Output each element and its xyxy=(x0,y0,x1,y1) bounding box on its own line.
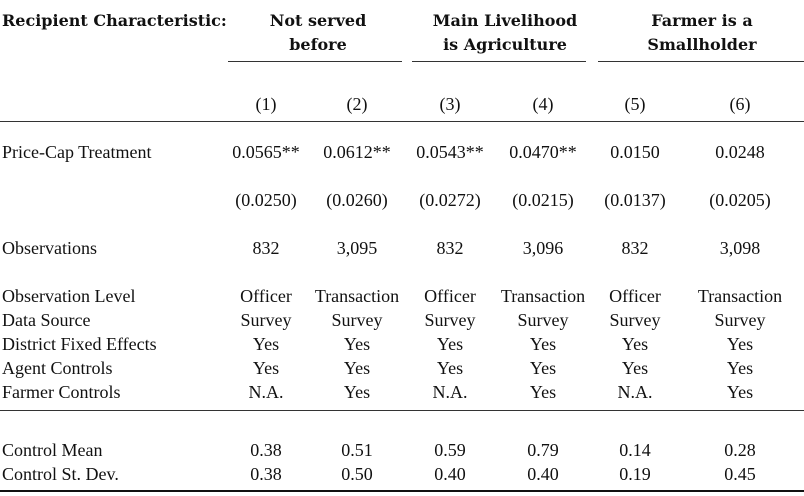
cell-observations-1: 832 xyxy=(252,238,280,258)
cell-district-fe-2: Yes xyxy=(343,334,371,354)
cell-obs-level-1: Officer xyxy=(240,286,292,306)
cell-obs-level-3: Officer xyxy=(424,286,476,306)
cell-farmer-controls-3: N.A. xyxy=(432,382,468,402)
cell-control-mean-5: 0.14 xyxy=(619,440,651,460)
cell-obs-level-6: Transaction xyxy=(697,286,783,306)
cell-obs-level-2: Transaction xyxy=(314,286,400,306)
cell-data-source-2: Survey xyxy=(331,310,383,330)
cell-control-mean-2: 0.51 xyxy=(341,440,373,460)
cell-data-source-1: Survey xyxy=(240,310,292,330)
cell-treatment-6: 0.0248 xyxy=(715,142,765,162)
group-3-underline xyxy=(598,61,804,62)
group-1-line1: Not served xyxy=(269,11,367,30)
cell-control-mean-3: 0.59 xyxy=(434,440,466,460)
cell-data-source-6: Survey xyxy=(714,310,766,330)
row-label-data-source: Data Source xyxy=(2,310,91,330)
row-label-control-sd: Control St. Dev. xyxy=(2,464,119,484)
cell-agent-controls-3: Yes xyxy=(436,358,464,378)
cell-se-2: (0.0260) xyxy=(326,190,388,210)
cell-agent-controls-4: Yes xyxy=(529,358,557,378)
cell-control-sd-6: 0.45 xyxy=(724,464,756,484)
group-3-line1: Farmer is a xyxy=(651,11,753,30)
cell-observations-5: 832 xyxy=(621,238,649,258)
cell-district-fe-6: Yes xyxy=(726,334,754,354)
controls-rule xyxy=(0,410,804,411)
cell-farmer-controls-4: Yes xyxy=(529,382,557,402)
cell-se-3: (0.0272) xyxy=(419,190,481,210)
col-num-4: (4) xyxy=(532,94,554,114)
cell-control-sd-1: 0.38 xyxy=(250,464,282,484)
row-label-treatment: Price-Cap Treatment xyxy=(2,142,152,162)
cell-farmer-controls-5: N.A. xyxy=(617,382,653,402)
cell-district-fe-1: Yes xyxy=(252,334,280,354)
cell-observations-2: 3,095 xyxy=(336,238,378,258)
cell-agent-controls-6: Yes xyxy=(726,358,754,378)
row-label-obs-level: Observation Level xyxy=(2,286,136,306)
cell-se-6: (0.0205) xyxy=(709,190,771,210)
cell-control-mean-4: 0.79 xyxy=(527,440,559,460)
cell-data-source-5: Survey xyxy=(609,310,661,330)
group-2-line1: Main Livelihood xyxy=(432,11,578,30)
group-2-line2: is Agriculture xyxy=(443,35,567,54)
bottom-rule xyxy=(0,490,804,492)
cell-control-sd-4: 0.40 xyxy=(527,464,559,484)
cell-farmer-controls-6: Yes xyxy=(726,382,754,402)
cell-obs-level-5: Officer xyxy=(609,286,661,306)
cell-agent-controls-5: Yes xyxy=(621,358,649,378)
group-1-underline xyxy=(228,61,402,62)
cell-control-mean-6: 0.28 xyxy=(724,440,756,460)
row-label-district-fe: District Fixed Effects xyxy=(2,334,157,354)
row-label-observations: Observations xyxy=(2,238,97,258)
cell-control-mean-1: 0.38 xyxy=(250,440,282,460)
cell-se-4: (0.0215) xyxy=(512,190,574,210)
cell-data-source-4: Survey xyxy=(517,310,569,330)
cell-treatment-3: 0.0543** xyxy=(416,142,484,162)
cell-observations-4: 3,096 xyxy=(522,238,564,258)
cell-control-sd-5: 0.19 xyxy=(619,464,651,484)
cell-treatment-4: 0.0470** xyxy=(509,142,577,162)
cell-agent-controls-1: Yes xyxy=(252,358,280,378)
cell-district-fe-5: Yes xyxy=(621,334,649,354)
cell-observations-6: 3,098 xyxy=(719,238,761,258)
cell-data-source-3: Survey xyxy=(424,310,476,330)
cell-obs-level-4: Transaction xyxy=(500,286,586,306)
col-num-6: (6) xyxy=(729,94,751,114)
cell-observations-3: 832 xyxy=(436,238,464,258)
col-num-1: (1) xyxy=(255,94,277,114)
col-num-5: (5) xyxy=(624,94,646,114)
cell-treatment-2: 0.0612** xyxy=(323,142,391,162)
cell-se-5: (0.0137) xyxy=(604,190,666,210)
cell-district-fe-3: Yes xyxy=(436,334,464,354)
cell-control-sd-3: 0.40 xyxy=(434,464,466,484)
group-1-line2: before xyxy=(289,35,347,54)
cell-agent-controls-2: Yes xyxy=(343,358,371,378)
row-label-header: Recipient Characteristic: xyxy=(2,11,227,30)
header-rule xyxy=(0,121,804,122)
row-label-farmer-controls: Farmer Controls xyxy=(2,382,121,402)
cell-control-sd-2: 0.50 xyxy=(341,464,373,484)
group-3-line2: Smallholder xyxy=(647,35,757,54)
cell-se-1: (0.0250) xyxy=(235,190,297,210)
col-num-2: (2) xyxy=(346,94,368,114)
row-label-agent-controls: Agent Controls xyxy=(2,358,113,378)
cell-treatment-5: 0.0150 xyxy=(610,142,660,162)
row-label-control-mean: Control Mean xyxy=(2,440,103,460)
col-num-3: (3) xyxy=(439,94,461,114)
cell-farmer-controls-2: Yes xyxy=(343,382,371,402)
cell-farmer-controls-1: N.A. xyxy=(248,382,284,402)
group-2-underline xyxy=(412,61,586,62)
cell-district-fe-4: Yes xyxy=(529,334,557,354)
cell-treatment-1: 0.0565** xyxy=(232,142,300,162)
